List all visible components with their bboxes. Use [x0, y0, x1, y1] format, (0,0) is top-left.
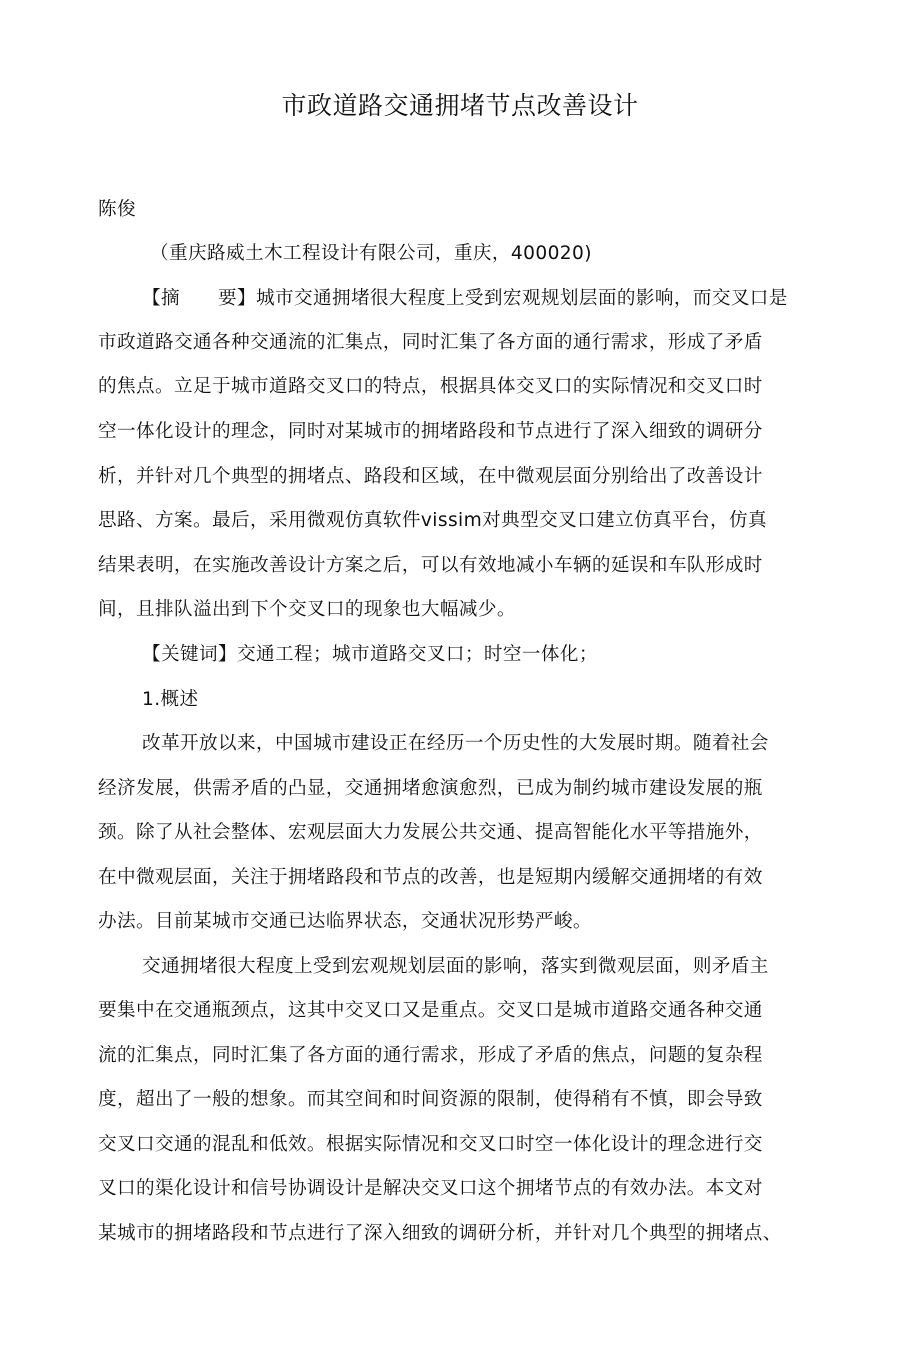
abstract-line: 析，并针对几个典型的拥堵点、路段和区域，在中微观层面分别给出了改善设计: [98, 466, 763, 487]
paragraph-line: 交通拥堵很大程度上受到宏观规划层面的影响，落实到微观层面，则矛盾主: [142, 956, 769, 977]
abstract-line: 空一体化设计的理念，同时对某城市的拥堵路段和节点进行了深入细致的调研分: [98, 421, 763, 442]
keywords-text: 交通工程；城市道路交叉口；时空一体化；: [236, 644, 598, 665]
paragraph-line: 经济发展，供需矛盾的凸显，交通拥堵愈演愈烈，已成为制约城市建设发展的瓶: [98, 778, 763, 799]
paragraph-line: 度，超出了一般的想象。而其空间和时间资源的限制，使得稍有不慎，即会导致: [98, 1089, 763, 1110]
paragraph-line: 叉口的渠化设计和信号协调设计是解决交叉口这个拥堵节点的有效办法。本文对: [98, 1178, 763, 1199]
paragraph-line: 流的汇集点，同时汇集了各方面的通行需求，形成了矛盾的焦点，问题的复杂程: [98, 1045, 763, 1066]
paragraph-line: 交叉口交通的混乱和低效。根据实际情况和交叉口时空一体化设计的理念进行交: [98, 1134, 763, 1155]
abstract-line: 结果表明，在实施改善设计方案之后，可以有效地减小车辆的延误和车队形成时: [98, 555, 763, 576]
paragraph-line: 办法。目前某城市交通已达临界状态，交通状况形势严峻。: [98, 911, 592, 932]
keywords-line: [142, 642, 598, 668]
abstract-line: 间，且排队溢出到下个交叉口的现象也大幅减少。: [98, 599, 516, 620]
section-heading: 1.概述: [142, 689, 199, 710]
abstract-line: 的焦点。立足于城市道路交叉口的特点，根据具体交叉口的实际情况和交叉口时: [98, 376, 763, 397]
abstract-line: 城市交通拥堵很大程度上受到宏观规划层面的影响，而交叉口是: [255, 288, 788, 309]
abstract-line: 思路、方案。最后，采用微观仿真软件vissim对典型交叉口建立仿真平台，仿真: [98, 510, 768, 531]
paragraph-line: 在中微观层面，关注于拥堵路段和节点的改善，也是短期内缓解交通拥堵的有效: [98, 867, 763, 888]
abstract-line: 市政道路交通各种交通流的汇集点，同时汇集了各方面的通行需求，形成了矛盾: [98, 332, 763, 353]
author-name: 陈俊: [98, 199, 136, 220]
paragraph-line: 要集中在交通瓶颈点，这其中交叉口又是重点。交叉口是城市道路交通各种交通: [98, 1000, 763, 1021]
abstract-label: 【摘 要】: [142, 288, 256, 309]
paragraph-line: 颈。除了从社会整体、宏观层面大力发展公共交通、提高智能化水平等措施外，: [98, 822, 763, 843]
keywords-label: 【关键词】: [142, 644, 237, 665]
author-affiliation: （重庆路威土木工程设计有限公司，重庆，400020): [150, 243, 592, 264]
paragraph-line: 改革开放以来，中国城市建设正在经历一个历史性的大发展时期。随着社会: [142, 733, 769, 754]
abstract-first-line: [142, 286, 788, 312]
document-title: 市政道路交通拥堵节点改善设计: [281, 91, 639, 120]
paragraph-line: 某城市的拥堵路段和节点进行了深入细致的调研分析，并针对几个典型的拥堵点、: [98, 1223, 782, 1244]
